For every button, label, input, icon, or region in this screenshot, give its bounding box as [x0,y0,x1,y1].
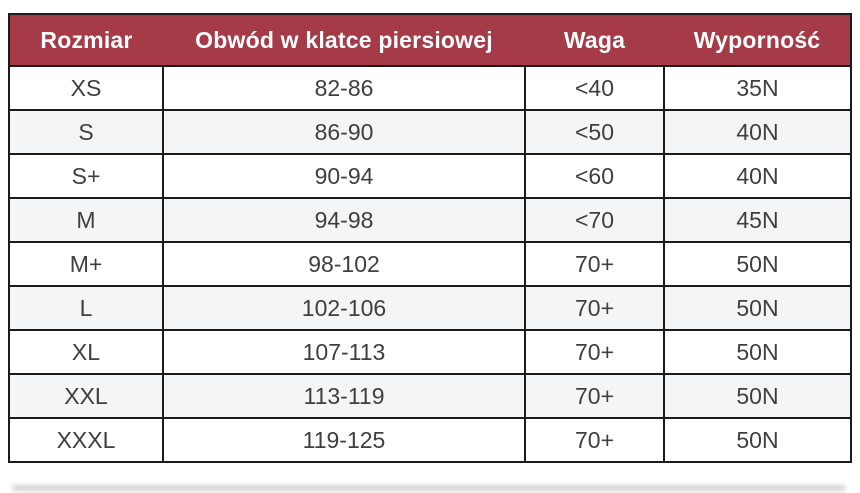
table-cell-rozmiar: XXL [9,374,163,418]
column-header-wypornosc: Wyporność [664,14,851,66]
table-cell-obwod: 90-94 [163,154,525,198]
table-cell-waga: 70+ [525,286,664,330]
table-cell-wypornosc: 40N [664,110,851,154]
table-cell-waga: 70+ [525,330,664,374]
table-cell-rozmiar: M [9,198,163,242]
table-row [9,330,851,374]
table-row [9,198,851,242]
table-cell-obwod: 82-86 [163,66,525,110]
table-cell-obwod: 107-113 [163,330,525,374]
table-row [9,66,851,110]
table-cell-obwod: 102-106 [163,286,525,330]
table-cell-waga: <60 [525,154,664,198]
table-cell-rozmiar: S+ [9,154,163,198]
size-table-header [9,14,851,66]
table-row [9,242,851,286]
table-cell-rozmiar: XL [9,330,163,374]
table-cell-wypornosc: 50N [664,286,851,330]
size-table [8,13,852,463]
table-cell-waga: 70+ [525,418,664,462]
table-cell-wypornosc: 45N [664,198,851,242]
column-header-obwod: Obwód w klatce piersiowej [163,14,525,66]
table-cell-waga: 70+ [525,242,664,286]
header-row [9,14,851,66]
table-row [9,374,851,418]
table-cell-waga: <50 [525,110,664,154]
table-row [9,418,851,462]
table-cell-wypornosc: 50N [664,374,851,418]
table-cell-obwod: 98-102 [163,242,525,286]
table-cell-wypornosc: 50N [664,330,851,374]
table-cell-wypornosc: 50N [664,242,851,286]
column-header-rozmiar: Rozmiar [9,14,163,66]
table-cell-obwod: 86-90 [163,110,525,154]
table-cell-waga: <70 [525,198,664,242]
table-cell-obwod: 113-119 [163,374,525,418]
table-cell-rozmiar: L [9,286,163,330]
table-cell-rozmiar: XXXL [9,418,163,462]
table-row [9,110,851,154]
table-cell-wypornosc: 35N [664,66,851,110]
table-cell-wypornosc: 40N [664,154,851,198]
table-cell-wypornosc: 50N [664,418,851,462]
size-table-body [9,66,851,462]
table-cell-rozmiar: XS [9,66,163,110]
column-header-waga: Waga [525,14,664,66]
table-row [9,286,851,330]
table-row [9,154,851,198]
table-cell-rozmiar: M+ [9,242,163,286]
table-cell-waga: <40 [525,66,664,110]
table-cell-rozmiar: S [9,110,163,154]
table-cell-obwod: 119-125 [163,418,525,462]
table-cell-obwod: 94-98 [163,198,525,242]
table-bottom-shadow [12,485,846,491]
table-cell-waga: 70+ [525,374,664,418]
